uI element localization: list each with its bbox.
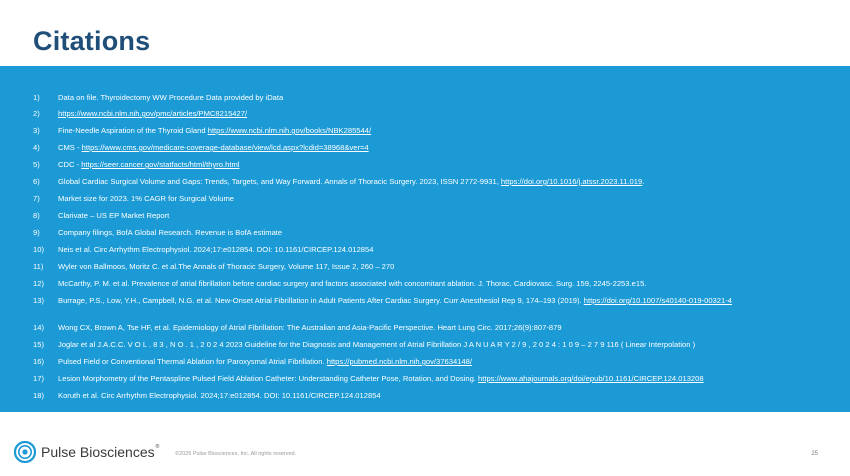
citation-number: 10) bbox=[33, 245, 44, 254]
citation-link[interactable]: https://doi.org/10.1007/s40140-019-00321-4 bbox=[583, 296, 732, 305]
citation-text bbox=[58, 374, 823, 383]
citation-number: 1) bbox=[33, 93, 40, 102]
citation-number: 4) bbox=[33, 143, 40, 152]
citation-link[interactable]: https://www.ahajournals.org/doi/epub/10.1161/CIRCEP.124.013208 bbox=[478, 374, 704, 383]
citation-text bbox=[58, 93, 823, 102]
citation-text-segment: Market size for 2023. 1% CAGR for Surgical Volume bbox=[58, 194, 234, 203]
citation-text-segment: Lesion Morphometry of the Pentaspline Pulsed Field Ablation Catheter: Understanding Catheter Pose, Rotation, and Dosing. bbox=[58, 374, 479, 383]
citation-text bbox=[58, 340, 823, 349]
citation-number: 15) bbox=[33, 340, 44, 349]
company-logo bbox=[14, 441, 159, 463]
citation-number: 7) bbox=[33, 194, 40, 203]
copyright-notice: ©2025 Pulse Biosciences, Inc. All rights reserved. bbox=[175, 451, 297, 457]
page-number: 25 bbox=[811, 451, 818, 457]
citation-text bbox=[58, 177, 823, 186]
citation-text bbox=[58, 143, 823, 152]
citation-number: 14) bbox=[33, 323, 44, 332]
citation-text-segment: Koruth et al. Circ Arrhythm Electrophysiol. 2024;17:e012854. DOI: 10.1161/CIRCEP.124.012854 bbox=[58, 391, 381, 400]
citation-text-segment: Data on file. Thyroidectomy WW Procedure Data provided by iData bbox=[58, 93, 284, 102]
citation-text-segment: McCarthy, P. M. et al. Prevalence of atrial fibrillation before cardiac surgery and factors associated with concomitant ablation. J. Thorac. Cardiovasc. Surg. 159, 2245-2253.e15. bbox=[58, 279, 647, 288]
citation-text-segment: Wong CX, Brown A, Tse HF, et al. Epidemiology of Atrial Fibrillation: The Australian and Asia-Pacific Perspective. Heart Lung Circ. 2017;26(9):807-879 bbox=[58, 323, 562, 332]
citation-link[interactable]: https://pubmed.ncbi.nlm.nih.gov/37634148/ bbox=[326, 357, 472, 366]
citation-link[interactable]: https://www.cms.gov/medicare-coverage-database/view/lcd.aspx?lcdid=38968&ver=4 bbox=[81, 143, 369, 152]
page-title: Citations bbox=[33, 26, 151, 56]
citation-link[interactable]: https://doi.org/10.1016/j.atssr.2023.11.019 bbox=[500, 177, 643, 186]
citation-text-segment: CMS - bbox=[58, 143, 82, 152]
citation-number: 11) bbox=[33, 262, 44, 271]
citation-link[interactable]: https://seer.cancer.gov/statfacts/html/thyro.html bbox=[81, 160, 240, 169]
citation-text-segment: Pulsed Field or Conventional Thermal Ablation for Paroxysmal Atrial Fibrillation. bbox=[58, 357, 327, 366]
citation-text bbox=[58, 323, 823, 332]
citation-text-segment: . bbox=[642, 177, 645, 186]
citation-text bbox=[58, 296, 823, 305]
citation-link[interactable]: https://www.ncbi.nlm.nih.gov/books/NBK285544/ bbox=[207, 126, 372, 135]
citation-text bbox=[58, 245, 823, 254]
citation-number: 5) bbox=[33, 160, 40, 169]
citations-panel bbox=[0, 66, 850, 412]
citation-text bbox=[58, 262, 823, 271]
citation-text bbox=[58, 391, 823, 400]
citation-text-segment: Burrage, P.S., Low, Y.H., Campbell, N.G. et al. New-Onset Atrial Fibrillation in Adult Patients After Cardiac Surgery. Curr Anesthesiol Rep 9, 174–193 (2019). bbox=[58, 296, 584, 305]
citation-text-segment: Global Cardiac Surgical Volume and Gaps: Trends, Targets, and Way Forward. Annals of Thoracic Surgery. 2023, ISSN 2772-9931, bbox=[58, 177, 501, 186]
logo-wordmark: Pulse Biosciences® bbox=[41, 444, 160, 460]
citation-text-segment: Clarivate – US EP Market Report bbox=[58, 211, 170, 220]
citation-number: 3) bbox=[33, 126, 40, 135]
citation-number: 12) bbox=[33, 279, 44, 288]
citation-number: 18) bbox=[33, 391, 44, 400]
citation-text bbox=[58, 160, 823, 169]
citation-number: 2) bbox=[33, 109, 40, 118]
citation-number: 9) bbox=[33, 228, 40, 237]
citation-number: 6) bbox=[33, 177, 40, 186]
citation-text bbox=[58, 357, 823, 366]
citation-text-segment: Wyler von Ballmoos, Moritz C. et al.The Annals of Thoracic Surgery, Volume 117, Issue 2, 260 – 270 bbox=[58, 262, 395, 271]
citation-text bbox=[58, 126, 823, 135]
citation-link[interactable]: https://www.ncbi.nlm.nih.gov/pmc/articles/PMC8215427/ bbox=[58, 109, 248, 118]
citation-text bbox=[58, 279, 823, 288]
citation-text bbox=[58, 194, 823, 203]
citation-number: 16) bbox=[33, 357, 44, 366]
citation-text-segment: Company filings, BofA Global Research. Revenue is BofA estimate bbox=[58, 228, 283, 237]
citation-text bbox=[58, 109, 823, 118]
pulse-biosciences-logo-icon bbox=[14, 441, 36, 463]
citation-number: 17) bbox=[33, 374, 44, 383]
citation-text bbox=[58, 228, 823, 237]
citation-number: 8) bbox=[33, 211, 40, 220]
citation-text bbox=[58, 211, 823, 220]
citation-number: 13) bbox=[33, 296, 44, 305]
citation-text-segment: Joglar et al J.A.C.C. V O L . 8 3 , N O . 1 , 2 0 2 4 2023 Guideline for the Diagnosis and Management of Atrial Fibrillation J A N U A R Y 2 / 9 , 2 0 2 4 : 1 0 9 – 2 7 9 116 ( Linear Interpolation ) bbox=[58, 340, 696, 349]
citation-text-segment: CDC - bbox=[58, 160, 82, 169]
citation-text-segment: Neis et al. Circ Arrhythm Electrophysiol. 2024;17:e012854. DOI: 10.1161/CIRCEP.124.012854 bbox=[58, 245, 374, 254]
citation-text-segment: Fine-Needle Aspiration of the Thyroid Gland bbox=[58, 126, 208, 135]
